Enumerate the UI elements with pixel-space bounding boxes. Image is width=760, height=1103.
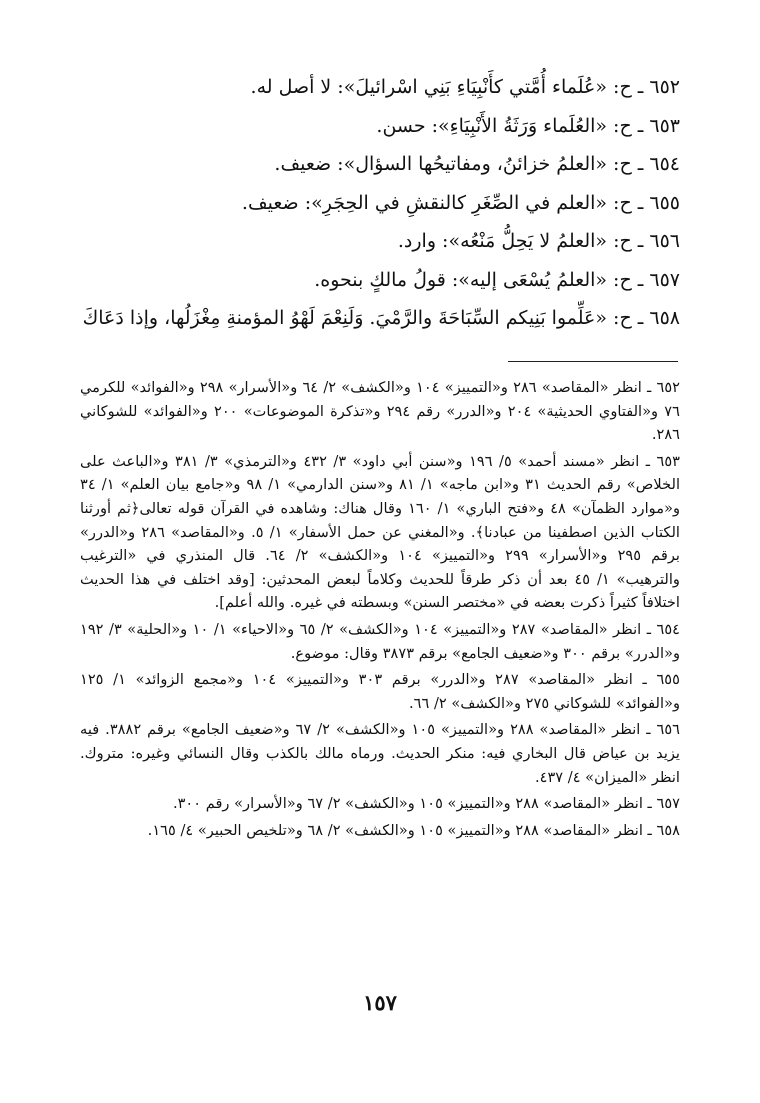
footnote-separator	[508, 361, 678, 362]
footnote-658: ٦٥٨ ـ انظر «المقاصد» ٢٨٨ و«التمييز» ١٠٥ و«الكشف» ٢/ ٦٨ و«تلخيص الحبير» ٤/ ١٦٥.	[147, 821, 680, 839]
footnote-657: ٦٥٧ ـ انظر «المقاصد» ٢٨٨ و«التمييز» ١٠٥ و«الكشف» ٢/ ٦٧ و«الأسرار» رقم ٣٠٠.	[172, 795, 680, 813]
hadith-652: ٦٥٢ ـ ح: «عُلَماء أُمَّتي كأَنْبِيَاءِ بَنِي اسْرائيلَ»: لا أصل له.	[250, 76, 680, 98]
hadith-654: ٦٥٤ ـ ح: «العلمُ خزائنُ، ومفاتيحُها السؤال»: ضعيف.	[274, 153, 680, 175]
footnote-654: ٦٥٤ ـ انظر «المقاصد» ٢٨٧ و«التمييز» ١٠٤ و«الكشف» ٢/ ٦٥ و«الاحياء» ١/ ١٠ و«الحلية» ٣/ ١٩٢ و«الدرر» برقم ٣٠٠ و«ضعيف الجامع» برقم ٣٨٧٣ وقال: موضوع.	[80, 620, 680, 662]
footnote-655: ٦٥٥ ـ انظر «المقاصد» ٢٨٧ و«الدرر» برقم ٣٠٣ و«التمييز» ١٠٤ و«مجمع الزوائد» ١/ ١٢٥ و«الفوائد» للشوكاني ٢٧٥ و«الكشف» ٢/ ٦٦.	[80, 671, 680, 712]
hadith-658: ٦٥٨ ـ ح: «عَلِّموا بَنِيكم السِّبَاحَةَ والرَّمْيَ. وَلَنِعْمَ لَهْوُ المؤمنةِ مِغْزَلُها، وإذا دَعَاكَ	[82, 307, 680, 329]
hadith-list	[80, 68, 680, 338]
hadith-655: ٦٥٥ ـ ح: «العلم في الصِّغَرِ كالنقشِ في الحِجَرِ»: ضعيف.	[241, 191, 680, 214]
footnote-653: ٦٥٣ ـ انظر «مسند أحمد» ٥/ ١٩٦ و«سنن أبي داود» ٣/ ٤٣٢ و«الترمذي» ٣/ ٣٨١ و«الباعث على الخلاص» رقم الحديث ٣١ و«ابن ماجه» ١/ ٨١ و«سنن الدارمي» ١/ ٩٨ و«جامع بيان العلم» ١/ ٣٤ و«موارد الظمآن» ٤٨ و«فتح الباري» ١/ ١٦٠ وقال هناك: وشاهده في القرآن قوله تعالى﴿ثم أورثنا الكتاب الذين اصطفينا من عبادنا﴾. و«المغني عن حمل الأسفار» ١/ ٥. و«المقاصد» ٢٨٦ و«الدرر» برقم ٢٩٥ و«الأسرار» ٢٩٩ و«التمييز» ١٠٤ و«الكشف» ٢/ ٦٤. قال المنذري في «الترغيب والترهيب» ١/ ٤٥ بعد أن ذكر طرقاً للحديث وكلاماً لبعض المحدثين: [وقد اختلف في هذا الحديث اختلافاً كثيراً ذكرت بعضه في «مختصر السنن» وبسطته في غيره. والله أعلم].	[80, 452, 680, 612]
page-number: ١٥٧	[363, 990, 397, 1015]
hadith-656: ٦٥٦ ـ ح: «العلمُ لا يَحِلُّ مَنْعُه»: وارد.	[397, 230, 680, 252]
footnote-652: ٦٥٢ ـ انظر «المقاصد» ٢٨٦ و«التمييز» ١٠٤ و«الكشف» ٢/ ٦٤ و«الأسرار» ٢٩٨ و«الفوائد» للكرمي ٧٦ و«الفتاوي الحديثية» ٢٠٤ و«الدرر» رقم ٢٩٤ و«تذكرة الموضوعات» ٢٠٠ و«الفوائد» للشوكاني ٢٨٦.	[80, 379, 681, 444]
hadith-653: ٦٥٣ ـ ح: «العُلَماء وَرَثَةُ الأَنْبِيَاءِ»: حسن.	[376, 114, 680, 137]
hadith-657: ٦٥٧ ـ ح: «العلمُ يُسْعَى إليه»: قولُ مالكٍ بنحوه.	[314, 268, 680, 291]
footnotes	[80, 376, 680, 845]
footnote-656: ٦٥٦ ـ انظر «المقاصد» ٢٨٨ و«التمييز» ١٠٥ و«الكشف» ٢/ ٦٧ و«ضعيف الجامع» برقم ٣٨٨٢. فيه يزيد بن عياض قال البخاري فيه: منكر الحديث. ورماه مالك بالكذب وقال النسائي وغيره: متروك. انظر «الميزان» ٤/ ٤٣٧.	[80, 721, 681, 786]
